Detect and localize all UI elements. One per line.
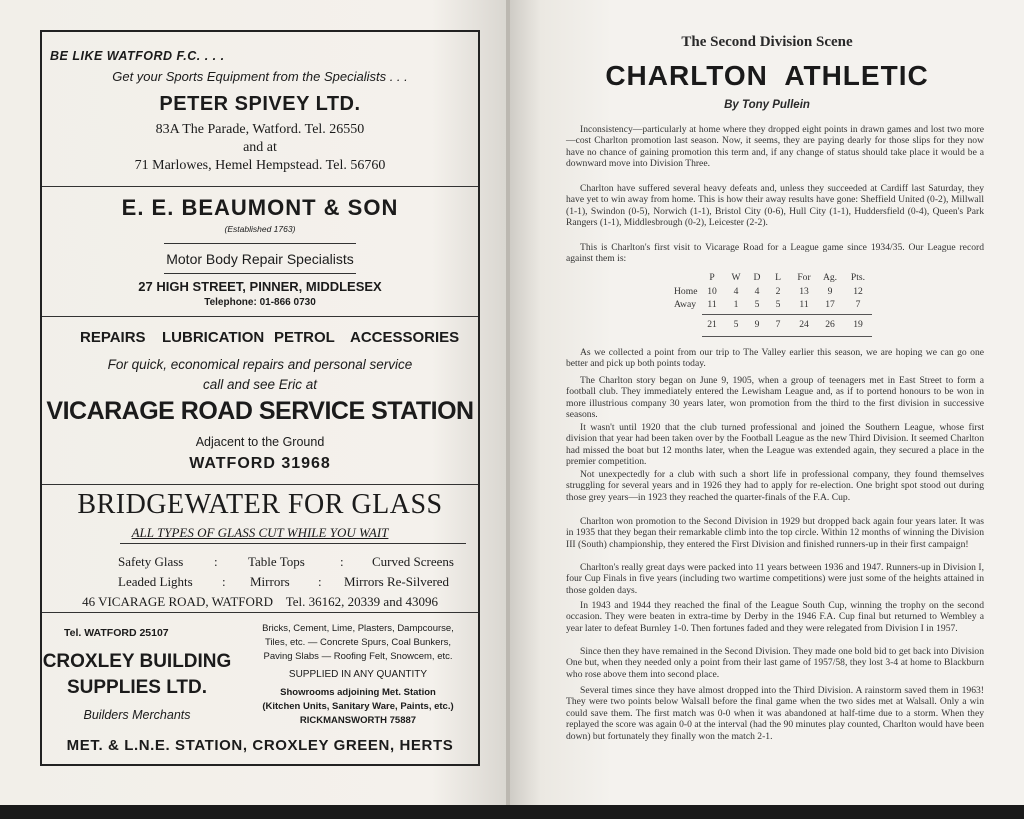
service-petrol: PETROL bbox=[274, 329, 335, 346]
record-header: D bbox=[753, 272, 761, 283]
ad-vicarage-road bbox=[42, 317, 478, 487]
record-total: 19 bbox=[853, 319, 863, 330]
record-cell: 12 bbox=[853, 286, 863, 297]
croxley-showrooms: Showrooms adjoining Met. Station bbox=[280, 687, 436, 698]
body-paragraph: Charlton's really great days were packed into 11 years between 1936 and 1947. Runners-up in Division I, four Cup Finals in five years (including two wartime competitions) were just some of the heights attained in those golden days. bbox=[566, 562, 984, 596]
intro-paragraph: This is Charlton's first visit to Vicarage Road for a League game since 1934/35. Our League record against them is: bbox=[566, 242, 984, 265]
glass-sep: : bbox=[222, 574, 226, 589]
article-byline: By Tony Pullein bbox=[724, 99, 810, 111]
spivey-line: Get your Sports Equipment from the Specialists . . . bbox=[112, 69, 408, 84]
record-total: 24 bbox=[799, 319, 809, 330]
beaumont-established: (Established 1763) bbox=[224, 224, 296, 234]
intro-paragraph: Inconsistency—particularly at home where they dropped eight points in drawn games and lost two more—cost Charlton promotion last season. Now, it seems, they are paying dearly for those slips for they now have no chance of gaining promotion this term and, if any change of status should take place it would be a downward move into Division Three. bbox=[566, 124, 984, 170]
bridgewater-name: BRIDGEWATER FOR GLASS bbox=[77, 489, 443, 520]
bridgewater-address: 46 VICARAGE ROAD, WATFORD Tel. 36162, 20339 and 43096 bbox=[82, 594, 438, 609]
glass-mirrors: Mirrors bbox=[250, 574, 290, 589]
divider bbox=[164, 243, 356, 244]
body-paragraph: In 1943 and 1944 they reached the final of the League South Cup, winning the trophy on the second occasion. They were beaten in extra-time by Derby in the 1946 F.A. Cup final but returned to Wembley a year later to defeat Burnley 1-0. Then fortunes faded and they were relegated from Division I in 1957. bbox=[566, 600, 984, 634]
ad-croxley bbox=[42, 613, 478, 763]
croxley-kitchen: (Kitchen Units, Sanitary Ware, Paints, etc.) bbox=[262, 701, 454, 712]
glass-resilvered: Mirrors Re-Silvered bbox=[344, 574, 450, 589]
beaumont-phone: Telephone: 01-866 0730 bbox=[204, 297, 316, 308]
record-cell: 11 bbox=[799, 299, 809, 310]
glass-sep: : bbox=[318, 574, 322, 589]
glass-sep: : bbox=[214, 554, 218, 569]
spivey-name: PETER SPIVEY LTD. bbox=[159, 93, 361, 115]
spivey-address-1: 83A The Parade, Watford. Tel. 26550 bbox=[155, 122, 365, 137]
record-total: 7 bbox=[775, 319, 781, 330]
beaumont-specialty: Motor Body Repair Specialists bbox=[166, 251, 354, 267]
service-accessories: ACCESSORIES bbox=[350, 329, 460, 346]
record-total-rule bbox=[702, 336, 872, 337]
record-cell: 5 bbox=[775, 299, 781, 310]
croxley-name-1: CROXLEY BUILDING bbox=[42, 651, 232, 672]
croxley-supplied: SUPPLIED IN ANY QUANTITY bbox=[288, 669, 428, 680]
body-paragraph: Not unexpectedly for a club with such a short life in professional company, they found themselves struggling for several years and in 1926 they had to apply for re-election. One bright spot stood out during those grey years—in 1923 they reached the quarter-finals of the F.A. Cup. bbox=[566, 469, 984, 503]
vicarage-adjacent: Adjacent to the Ground bbox=[195, 435, 325, 449]
body-paragraph: As we collected a point from our trip to The Valley earlier this season, we are hoping we can go one better and pick up both points today. bbox=[566, 347, 984, 370]
article-kicker: The Second Division Scene bbox=[681, 34, 853, 50]
record-total-rule bbox=[702, 314, 872, 315]
glass-sep: : bbox=[340, 554, 344, 569]
beaumont-name: E. E. BEAUMONT & SON bbox=[121, 195, 399, 220]
body-paragraph: The Charlton story began on June 9, 1905, when a group of teenagers met in East Street to form a football club. They immediately entered the Lewisham League and, as if to portend honours to be won in more illustrious company 30 years later, won promotion from the third to the first division in successive seasons. bbox=[566, 375, 984, 421]
divider bbox=[164, 273, 356, 274]
record-cell: 4 bbox=[754, 286, 760, 297]
service-lubrication: LUBRICATION bbox=[162, 329, 265, 346]
article-title: CHARLTON ATHLETIC bbox=[605, 60, 929, 91]
croxley-goods-1: Bricks, Cement, Lime, Plasters, Dampcourse, bbox=[262, 623, 454, 634]
glass-leaded: Leaded Lights bbox=[118, 574, 193, 589]
croxley-town: RICKMANSWORTH 75887 bbox=[299, 715, 417, 726]
ad-beaumont bbox=[42, 187, 478, 317]
croxley-tel: Tel. WATFORD 25107 bbox=[64, 627, 169, 639]
record-total: 5 bbox=[733, 319, 739, 330]
vicarage-line-1: For quick, economical repairs and personal service bbox=[107, 357, 413, 372]
glass-curved: Curved Screens bbox=[372, 554, 454, 569]
body-paragraph: It wasn't until 1920 that the club turned professional and joined the Southern League, whose first division that year had been taken over by the Football League as the new Third Division. It seemed Charlton had missed the boat but 12 months later, when the League was extended again, they secured a place in the premier competition. bbox=[566, 422, 984, 468]
body-paragraph: Several times since they have almost dropped into the Third Division. A rainstorm saved them in 1963! They were two points below Walsall before the final game when the two sides met at Walsall. Only a win could save them. The first match was 0-0 when it was abandoned at half-time due to a storm. When they replayed the score was again 0-0 at the interval (had the 90 minutes play counted, Charlton would have been down) but fortunately they finally won the match 2-1. bbox=[566, 685, 984, 742]
record-total: 9 bbox=[754, 319, 760, 330]
record-cell: 5 bbox=[754, 299, 760, 310]
spivey-address-2: 71 Marlowes, Hemel Hempstead. Tel. 56760 bbox=[134, 158, 386, 173]
record-cell: 4 bbox=[733, 286, 739, 297]
croxley-name-2: SUPPLIES LTD. bbox=[66, 677, 208, 698]
ad-bridgewater bbox=[42, 485, 478, 615]
glass-safety: Safety Glass bbox=[118, 554, 184, 569]
record-header: Pts. bbox=[850, 272, 866, 283]
service-repairs: REPAIRS bbox=[80, 329, 146, 346]
record-cell: 9 bbox=[827, 286, 833, 297]
record-header: W bbox=[731, 272, 741, 283]
advertisement-panel bbox=[40, 30, 480, 766]
croxley-goods-2: Tiles, etc. — Concrete Spurs, Coal Bunkers, bbox=[264, 637, 452, 648]
beaumont-address: 27 HIGH STREET, PINNER, MIDDLESEX bbox=[138, 279, 382, 294]
record-total: 26 bbox=[825, 319, 835, 330]
record-row-label: Home bbox=[674, 286, 698, 297]
record-header: Ag. bbox=[822, 272, 838, 283]
ad-peter-spivey bbox=[42, 32, 478, 187]
glass-table-tops: Table Tops bbox=[248, 554, 305, 569]
record-cell: 13 bbox=[799, 286, 809, 297]
record-cell: 1 bbox=[733, 299, 739, 310]
intro-paragraph: Charlton have suffered several heavy defeats and, unless they succeeded at Cardiff last Saturday, they have yet to win away from home. This is how their away results have gone: Sheffield United (0-2), Millwall (1-1), Swindon (0-5), Norwich (1-1), Bristol City (0-6), Hull City (1-1), Huddersfield (0-4), Queen's Park Rangers (1-1), Middlesbrough (0-2), Leicester (2-2). bbox=[566, 183, 984, 229]
croxley-goods-3: Paving Slabs — Roofing Felt, Snowcem, etc. bbox=[263, 651, 453, 662]
spivey-tag: BE LIKE WATFORD F.C. . . . bbox=[50, 49, 225, 63]
record-header: For bbox=[797, 272, 811, 283]
vicarage-phone: WATFORD 31968 bbox=[189, 455, 331, 472]
record-cell: 17 bbox=[825, 299, 835, 310]
record-cell: 7 bbox=[855, 299, 861, 310]
body-paragraph: Charlton won promotion to the Second Division in 1929 but dropped back again four years later. It was in 1935 that they began their remarkable climb into the top circle. Within 12 months of winning the Division III (South) championship, they entered the First Division and finished runners-up in their first campaign! bbox=[566, 516, 984, 550]
record-cell: 2 bbox=[775, 286, 781, 297]
croxley-merchants: Builders Merchants bbox=[83, 708, 191, 722]
vicarage-name: VICARAGE ROAD SERVICE STATION bbox=[46, 397, 474, 425]
bridgewater-tagline: ALL TYPES OF GLASS CUT WHILE YOU WAIT bbox=[131, 525, 389, 540]
spivey-and: and at bbox=[243, 140, 277, 155]
vicarage-line-2: call and see Eric at bbox=[202, 377, 318, 392]
divider bbox=[120, 543, 466, 544]
record-cell: 10 bbox=[707, 286, 717, 297]
croxley-station: MET. & L.N.E. STATION, CROXLEY GREEN, HERTS bbox=[66, 737, 454, 754]
record-header: L bbox=[775, 272, 781, 283]
record-cell: 11 bbox=[707, 299, 717, 310]
record-total: 21 bbox=[707, 319, 717, 330]
record-row-label: Away bbox=[674, 299, 697, 310]
record-header: P bbox=[709, 272, 715, 283]
body-paragraph: Since then they have remained in the Second Division. They made one bold bid to get back into Division One but, when they needed only a point from their last game of 1957/58, they lost 3-4 at home to Blackburn who rose above them into second place. bbox=[566, 646, 984, 680]
